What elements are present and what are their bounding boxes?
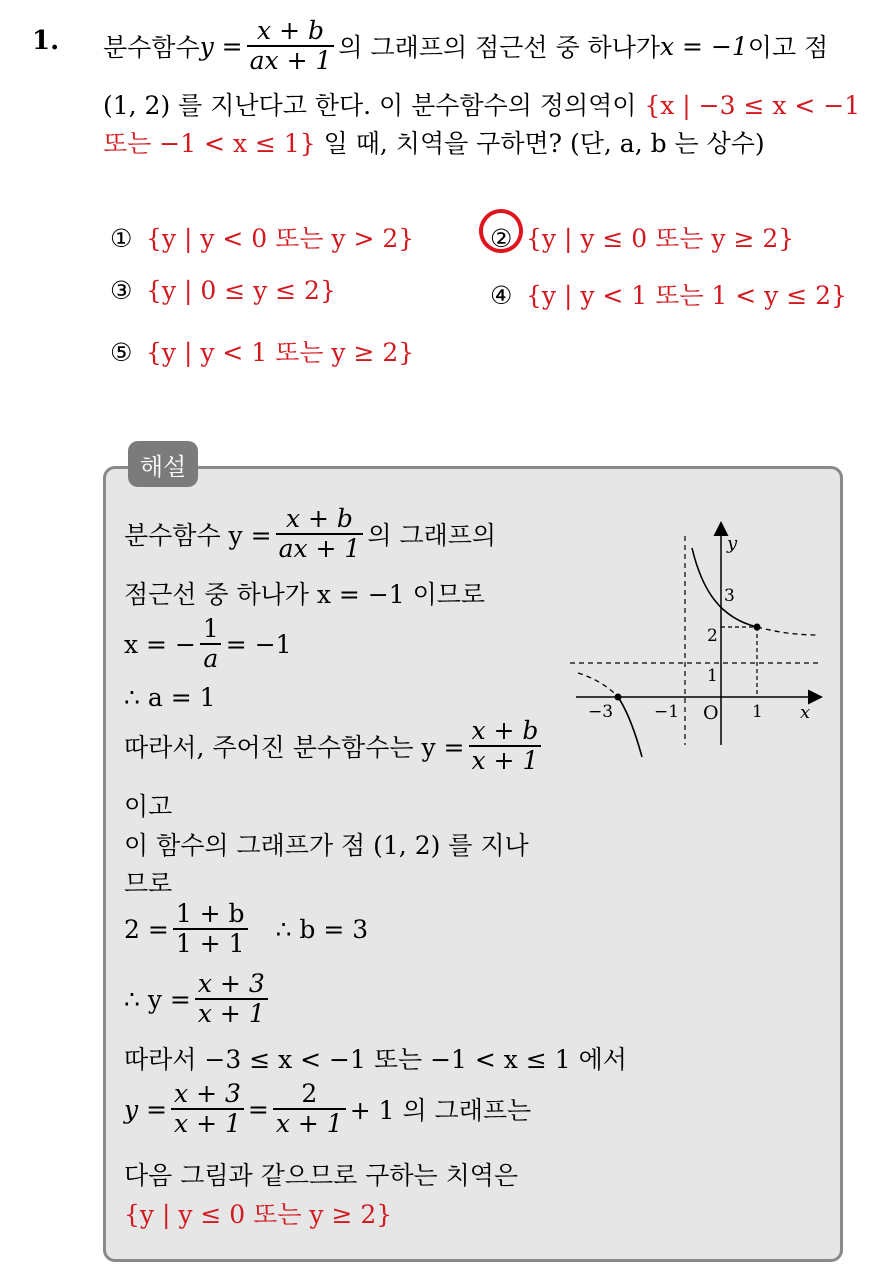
curve-left-dashed (578, 673, 618, 697)
solution-line-11: 따라서 −3 ≤ x < −1 또는 −1 < x ≤ 1 에서 (124, 1045, 627, 1074)
y-tick-2: 2 (707, 626, 718, 646)
choice-2[interactable]: ② {y | y ≤ 0 또는 y ≥ 2} (490, 224, 795, 253)
solution-line-9: 2 = $\frac{1 + b}{1 + 1}$ ∴ b = 3 (124, 899, 369, 958)
function-graph (566, 518, 826, 768)
curve-left-branch (618, 697, 642, 757)
solution-answer: {y | y ≤ 0 또는 y ≥ 2} (124, 1200, 393, 1229)
solution-line-12: y = $\frac{x + 3}{x + 1}$ = $\frac{2}{x + 1}$ + 1 의 그래프는 (124, 1079, 532, 1138)
question-line-2: (1, 2) 를 지난다고 한다. 이 분수함수의 정의역이 {x | −3 ≤ x < −1 (103, 91, 861, 120)
solution-line-7: 이 함수의 그래프가 점 (1, 2) 를 지나 (124, 831, 529, 860)
choice-3[interactable]: ③ {y | 0 ≤ y ≤ 2} (110, 276, 336, 305)
question-fraction: $\frac{x + b}{ax + 1}$ (247, 17, 335, 75)
point-1-2 (754, 624, 761, 631)
solution-line-2: 점근선 중 하나가 x = −1 이므로 (124, 580, 486, 609)
solution-line-10: ∴ y = $\frac{x + 3}{x + 1}$ (124, 970, 272, 1028)
x-tick-1: 1 (752, 702, 763, 722)
origin-label: O (703, 702, 719, 724)
solution-line-13: 다음 그림과 같으므로 구하는 치역은 (124, 1161, 519, 1190)
solution-line-5: 따라서, 주어진 분수함수는 y = $\frac{x + b}{x + 1}$ (124, 717, 545, 775)
y-tick-1: 1 (707, 666, 718, 686)
question-line-3: 또는 −1 < x ≤ 1} 일 때, 치역을 구하면? (단, a, b 는 상수) (103, 129, 765, 158)
x-tick-minus1: −1 (654, 702, 680, 722)
domain-text: {x | −3 ≤ x < −1 (644, 91, 861, 120)
solution-line-8: 므로 (124, 869, 173, 898)
y-tick-3: 3 (724, 586, 735, 606)
domain-text-cont: 또는 −1 < x ≤ 1} (103, 129, 316, 158)
question-line-1: 분수함수 y = $\frac{x + b}{ax + 1}$ 의 그래프의 점근선 중 하나가 x = −1 이고 점 (103, 16, 829, 75)
solution-line-6: 이고 (124, 792, 173, 821)
solution-line-4: ∴ a = 1 (124, 683, 216, 712)
solution-line-3: x = − $\frac{1}{a}$ = −1 (124, 614, 292, 673)
choice-4[interactable]: ④ {y | y < 1 또는 1 < y ≤ 2} (490, 281, 847, 310)
choice-1[interactable]: ① {y | y < 0 또는 y > 2} (110, 224, 415, 253)
x-axis-label: x (800, 702, 811, 723)
curve-right-dashed (757, 627, 818, 635)
x-tick-minus3: −3 (588, 702, 614, 722)
solution-tag: 해설 (128, 441, 198, 487)
choice-5[interactable]: ⑤ {y | y < 1 또는 y ≥ 2} (110, 338, 415, 367)
problem-number: 1. (32, 26, 60, 56)
point-minus3-0 (615, 694, 622, 701)
solution-line-1: 분수함수 y = $\frac{x + b}{ax + 1}$ 의 그래프의 (124, 504, 497, 563)
y-axis-label: y (727, 533, 738, 554)
